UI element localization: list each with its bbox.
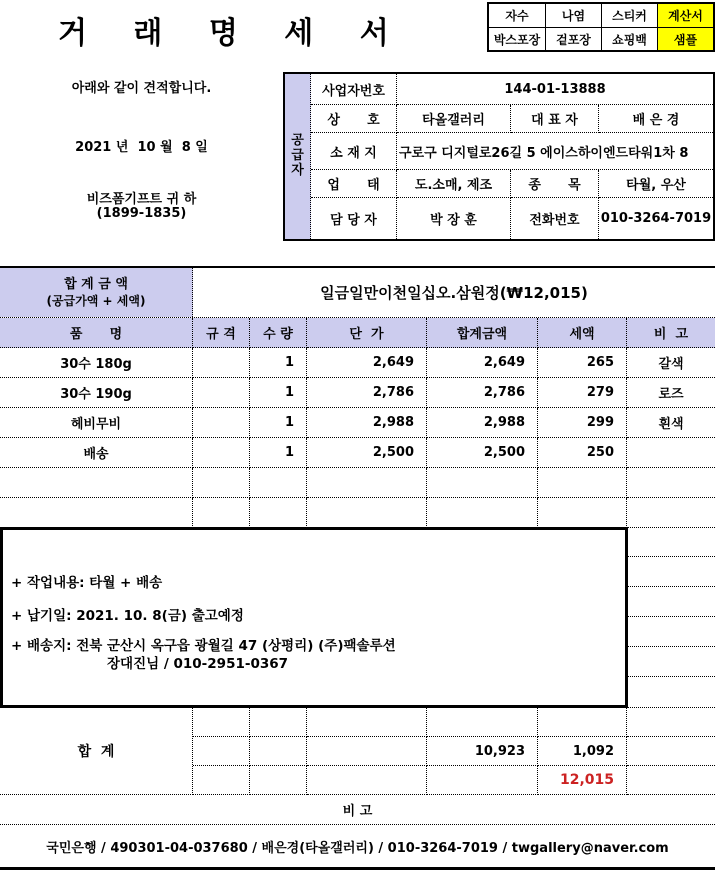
item-unit-price: 2,786 xyxy=(307,378,427,408)
items-table xyxy=(0,318,715,528)
company-label: 상 호 xyxy=(311,105,397,133)
item-unit-price: 2,500 xyxy=(307,438,427,468)
total-amount-label-line1: 합 계 금 액 xyxy=(64,276,128,292)
note-column-rows xyxy=(628,527,715,708)
empty-cell xyxy=(627,766,715,795)
company-value: 타올갤러리 xyxy=(397,105,511,133)
empty-note-row xyxy=(628,587,715,617)
item-name: 배송 xyxy=(0,438,193,468)
item-tax: 250 xyxy=(538,438,627,468)
note-due-date: + 납기일: 2021. 10. 8(금) 출고예정 xyxy=(11,608,244,624)
empty-cell xyxy=(250,498,307,528)
item-name: 30수 180g xyxy=(0,348,193,378)
empty-cell xyxy=(250,468,307,498)
item-name: 30수 190g xyxy=(0,378,193,408)
empty-cell xyxy=(307,468,427,498)
empty-cell xyxy=(250,737,307,766)
supplier-table xyxy=(283,72,715,241)
summary-supply-total: 10,923 xyxy=(427,737,538,766)
empty-note-row xyxy=(628,527,715,557)
item-tax: 279 xyxy=(538,378,627,408)
empty-note-row xyxy=(628,677,715,708)
total-amount-in-words: 일금일만이천일십오.삼원정(₩12,015) xyxy=(320,284,588,302)
item-spec xyxy=(193,348,250,378)
empty-note-row xyxy=(628,557,715,587)
address-value: 구로구 디지털로26길 5 에이스하이엔드타워1차 8 xyxy=(397,133,713,170)
empty-cell xyxy=(307,766,427,795)
notes-box xyxy=(0,527,628,708)
empty-cell xyxy=(627,708,715,737)
biz-type-label: 업 태 xyxy=(311,170,397,198)
supplier-side-label: 공급자 xyxy=(285,74,311,239)
recipient-phone: (1899-1835) xyxy=(96,206,187,221)
summary-total-label: 합 계 xyxy=(0,708,193,795)
option-print: 나염 xyxy=(545,4,601,27)
item-qty: 1 xyxy=(250,408,307,438)
item-note: 흰색 xyxy=(627,408,715,438)
empty-cell xyxy=(250,708,307,737)
item-name: 헤비무비 xyxy=(0,408,193,438)
empty-cell xyxy=(307,737,427,766)
summary-grand-total: 12,015 xyxy=(538,766,627,795)
total-amount-label xyxy=(0,268,193,317)
item-unit-price: 2,649 xyxy=(307,348,427,378)
item-spec xyxy=(193,378,250,408)
recipient-name: 비즈폼기프트 귀 하 xyxy=(86,192,197,207)
empty-cell xyxy=(427,468,538,498)
empty-cell xyxy=(193,498,250,528)
footer-bank-info xyxy=(0,825,715,870)
empty-note-row xyxy=(628,617,715,647)
item-qty: 1 xyxy=(250,438,307,468)
item-note xyxy=(627,438,715,468)
col-header-spec: 규 격 xyxy=(193,318,250,348)
bank-account-text: 국민은행 / 490301-04-037680 / 배은경(타올갤러리) / 010-3264-7019 / twgallery@naver.com xyxy=(46,840,669,856)
manager-label: 담 당 자 xyxy=(311,198,397,239)
col-header-note: 비 고 xyxy=(627,318,715,348)
empty-cell xyxy=(627,468,715,498)
total-amount-banner xyxy=(0,266,715,318)
empty-cell xyxy=(538,468,627,498)
biz-type-value: 도.소매, 제조 xyxy=(397,170,511,198)
empty-cell xyxy=(0,468,193,498)
note-work-content: + 작업내용: 타월 + 배송 xyxy=(11,575,163,591)
document-date: 2021 년 10 월 8 일 xyxy=(75,140,208,155)
item-tax: 265 xyxy=(538,348,627,378)
item-tax: 299 xyxy=(538,408,627,438)
summary-tax-total: 1,092 xyxy=(538,737,627,766)
option-sample-highlighted: 샘플 xyxy=(657,27,713,50)
empty-note-row xyxy=(628,647,715,677)
col-header-item-name: 품 명 xyxy=(0,318,193,348)
empty-cell xyxy=(427,766,538,795)
total-amount-label-line2: (공급가액 + 세액) xyxy=(46,294,146,309)
item-note: 갈색 xyxy=(627,348,715,378)
empty-cell xyxy=(250,766,307,795)
item-amount: 2,649 xyxy=(427,348,538,378)
empty-cell xyxy=(427,708,538,737)
ceo-label: 대 표 자 xyxy=(511,105,599,133)
category-value: 타월, 우산 xyxy=(599,170,713,198)
manager-value: 박 장 훈 xyxy=(397,198,511,239)
biz-no-label: 사업자번호 xyxy=(311,74,397,105)
biz-no-value: 144-01-13888 xyxy=(397,74,713,105)
col-header-amount: 합계금액 xyxy=(427,318,538,348)
option-embroidery: 자수 xyxy=(505,9,529,23)
empty-cell xyxy=(538,708,627,737)
item-qty: 1 xyxy=(250,348,307,378)
note-ship-to: + 배송지: 전북 군산시 옥구읍 광월길 47 (상평리) (주)팩솔루션 xyxy=(11,638,396,654)
ceo-value: 배 은 경 xyxy=(599,105,713,133)
item-qty: 1 xyxy=(250,378,307,408)
col-header-tax: 세액 xyxy=(538,318,627,348)
page-title: 거 래 명 세 서 xyxy=(58,16,407,51)
empty-cell xyxy=(193,737,250,766)
empty-cell xyxy=(627,498,715,528)
option-box-packing: 박스포장 xyxy=(489,27,545,50)
item-amount: 2,988 xyxy=(427,408,538,438)
category-label: 종 목 xyxy=(511,170,599,198)
item-spec xyxy=(193,438,250,468)
option-outer-packing: 겉포장 xyxy=(545,27,601,50)
empty-cell xyxy=(427,498,538,528)
col-header-unit-price: 단 가 xyxy=(307,318,427,348)
note-ship-to-contact: 장대진님 / 010-2951-0367 xyxy=(107,656,289,672)
empty-cell xyxy=(538,498,627,528)
empty-cell xyxy=(193,468,250,498)
item-note: 로즈 xyxy=(627,378,715,408)
intro-block xyxy=(0,0,283,240)
option-invoice-highlighted: 계산서 xyxy=(657,4,713,27)
remarks-row xyxy=(0,795,715,825)
option-shopping-bag: 쇼핑백 xyxy=(601,27,657,50)
empty-cell xyxy=(193,708,250,737)
item-unit-price: 2,988 xyxy=(307,408,427,438)
item-amount: 2,786 xyxy=(427,378,538,408)
phone-value: 010-3264-7019 xyxy=(600,211,712,226)
item-spec xyxy=(193,408,250,438)
address-label: 소 재 지 xyxy=(311,133,397,170)
col-header-qty: 수 량 xyxy=(250,318,307,348)
options-table xyxy=(487,2,715,52)
item-amount: 2,500 xyxy=(427,438,538,468)
empty-cell xyxy=(627,737,715,766)
empty-cell xyxy=(307,498,427,528)
phone-label: 전화번호 xyxy=(511,198,599,239)
greeting-text: 아래와 같이 견적합니다. xyxy=(71,81,212,96)
empty-cell xyxy=(193,766,250,795)
empty-cell xyxy=(0,498,193,528)
empty-cell xyxy=(307,708,427,737)
option-sticker: 스티커 xyxy=(601,4,657,27)
remarks-label: 비 고 xyxy=(342,804,373,819)
summary-table xyxy=(0,708,715,795)
